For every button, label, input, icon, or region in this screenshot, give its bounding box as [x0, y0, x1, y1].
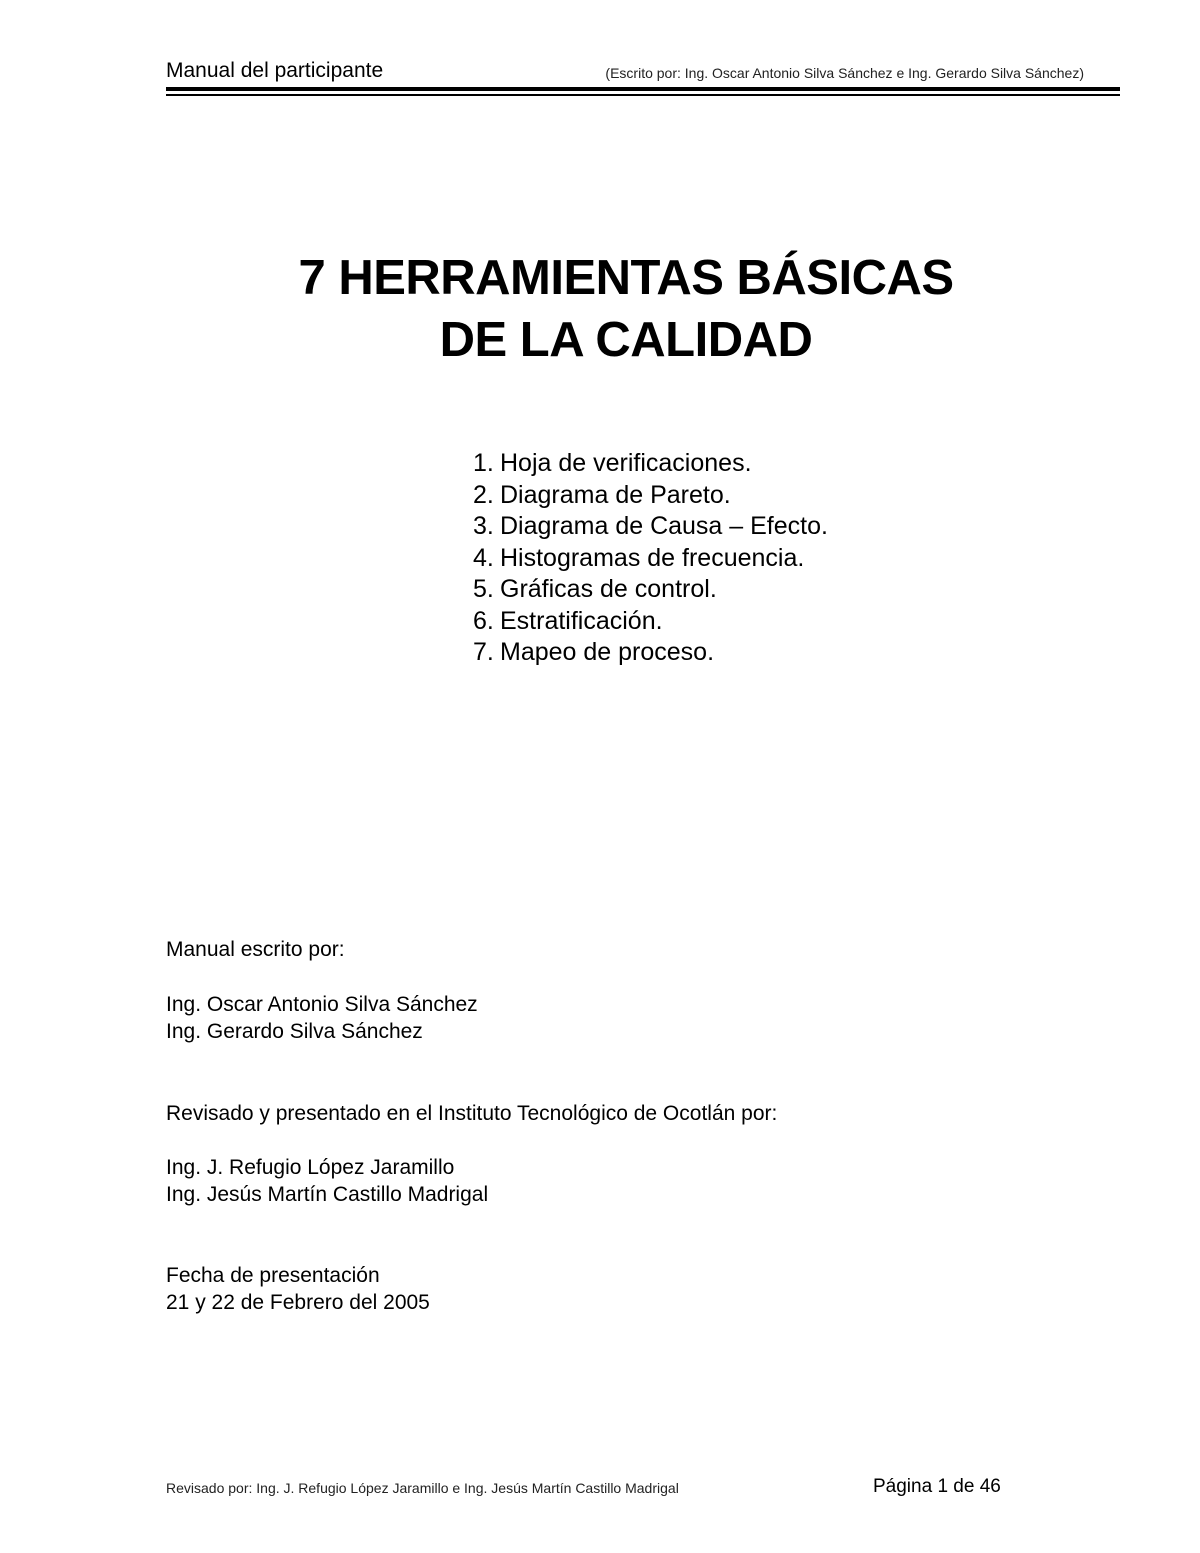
presentation-heading: Fecha de presentación — [166, 1264, 380, 1287]
tools-list-item — [473, 480, 828, 512]
tools-item-number: 4. — [473, 543, 494, 572]
reviewers-heading: Revisado y presentado en el Instituto Tecnológico de Ocotlán por: — [166, 1102, 778, 1125]
tools-list-item — [473, 574, 828, 606]
authors-heading: Manual escrito por: — [166, 938, 345, 961]
tools-item-number: 7. — [473, 638, 494, 666]
header-authors: (Escrito por: Ing. Oscar Antonio Silva Sánchez e Ing. Gerardo Silva Sánchez) — [605, 65, 1084, 81]
tools-item-number: 3. — [473, 512, 494, 540]
document-title-line-1: 7 HERRAMIENTAS BÁSICAS — [298, 251, 954, 305]
page-number: Página 1 de 46 — [873, 1476, 1001, 1497]
author-name: Ing. Oscar Antonio Silva Sánchez — [166, 993, 478, 1016]
header-rule-thin — [166, 94, 1120, 96]
author-name: Ing. Gerardo Silva Sánchez — [166, 1020, 423, 1043]
tools-list-item — [473, 606, 828, 638]
header-title: Manual del participante — [166, 59, 384, 82]
tools-item-label: Diagrama de Pareto. — [500, 480, 731, 509]
tools-item-label: Mapeo de proceso. — [500, 638, 715, 666]
tools-list-item — [473, 637, 828, 669]
tools-item-number: 2. — [473, 480, 494, 509]
tools-list-item — [473, 511, 828, 543]
tools-item-number: 5. — [473, 575, 494, 603]
footer-reviewed-by: Revisado por: Ing. J. Refugio López Jaramillo e Ing. Jesús Martín Castillo Madrigal — [166, 1480, 679, 1496]
tools-list-item — [473, 543, 828, 575]
tools-item-number: 6. — [473, 606, 494, 635]
tools-list — [473, 448, 828, 669]
document-title-line-2: DE LA CALIDAD — [439, 313, 813, 367]
reviewer-name: Ing. J. Refugio López Jaramillo — [166, 1156, 455, 1179]
tools-item-label: Histogramas de frecuencia. — [500, 543, 805, 572]
reviewer-name: Ing. Jesús Martín Castillo Madrigal — [166, 1183, 489, 1206]
header-rule-thick — [166, 87, 1120, 91]
presentation-date: 21 y 22 de Febrero del 2005 — [166, 1291, 430, 1314]
tools-item-label: Gráficas de control. — [500, 575, 717, 603]
tools-item-label: Diagrama de Causa – Efecto. — [500, 512, 828, 540]
tools-list-item — [473, 448, 828, 480]
tools-item-label: Estratificación. — [500, 606, 663, 635]
tools-item-number: 1. — [473, 449, 494, 477]
page-header — [166, 58, 1120, 98]
tools-item-label: Hoja de verificaciones. — [500, 449, 752, 477]
